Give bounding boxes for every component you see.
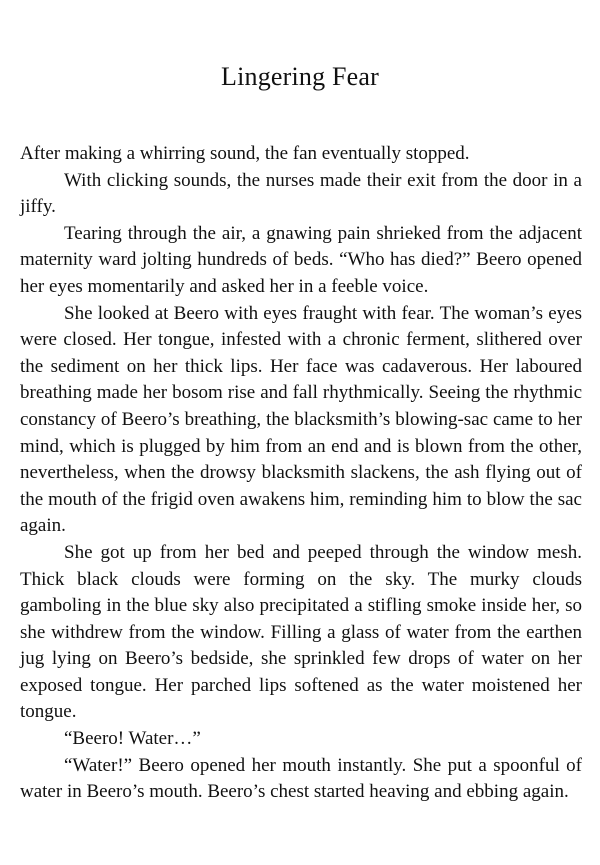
paragraph: With clicking sounds, the nurses made their exit from the door in a jiffy. bbox=[20, 169, 582, 218]
paragraph: After making a whirring sound, the fan eventually stopped. bbox=[20, 143, 470, 164]
chapter-body bbox=[20, 141, 582, 806]
paragraph: She got up from her bed and peeped through the window mesh. Thick black clouds were forming on the sky. The murky clouds gamboling in the blue sky also precipitated a stifling smoke inside her, so she withdrew from the window. Filling a glass of water from the earthen jug lying on Beero’s bedside, she sprinkled few drops of water on her exposed tongue. Her parched lips softened as the water moistened her tongue. bbox=[20, 541, 582, 723]
paragraph: Tearing through the air, a gnawing pain shrieked from the adjacent maternity ward jolting hundreds of beds. “Who has died?” Beero opened her eyes momentarily and asked her in a feeble voice. bbox=[20, 222, 582, 297]
paragraph: “Water!” Beero opened her mouth instantly. She put a spoonful of water in Beero’s mouth. Beero’s chest started heaving and ebbing again. bbox=[20, 754, 582, 803]
paragraph: “Beero! Water…” bbox=[64, 728, 201, 750]
paragraph: She looked at Beero with eyes fraught with fear. The woman’s eyes were closed. Her tongue, infested with a chronic ferment, slithered over the sediment on her thick lips. Her face was cadaverous. Her laboured breathing made her bosom rise and fall rhythmically. Seeing the rhythmic constancy of Beero’s breathing, the blacksmith’s blowing-sac came to her mind, which is plugged by him from an end and is blown from the other, nevertheless, when the drowsy blacksmith slackens, the ash flying out of the mouth of the frigid oven awakens him, reminding him to blow the sac again. bbox=[20, 302, 582, 537]
chapter-title: Lingering Fear bbox=[220, 62, 380, 91]
